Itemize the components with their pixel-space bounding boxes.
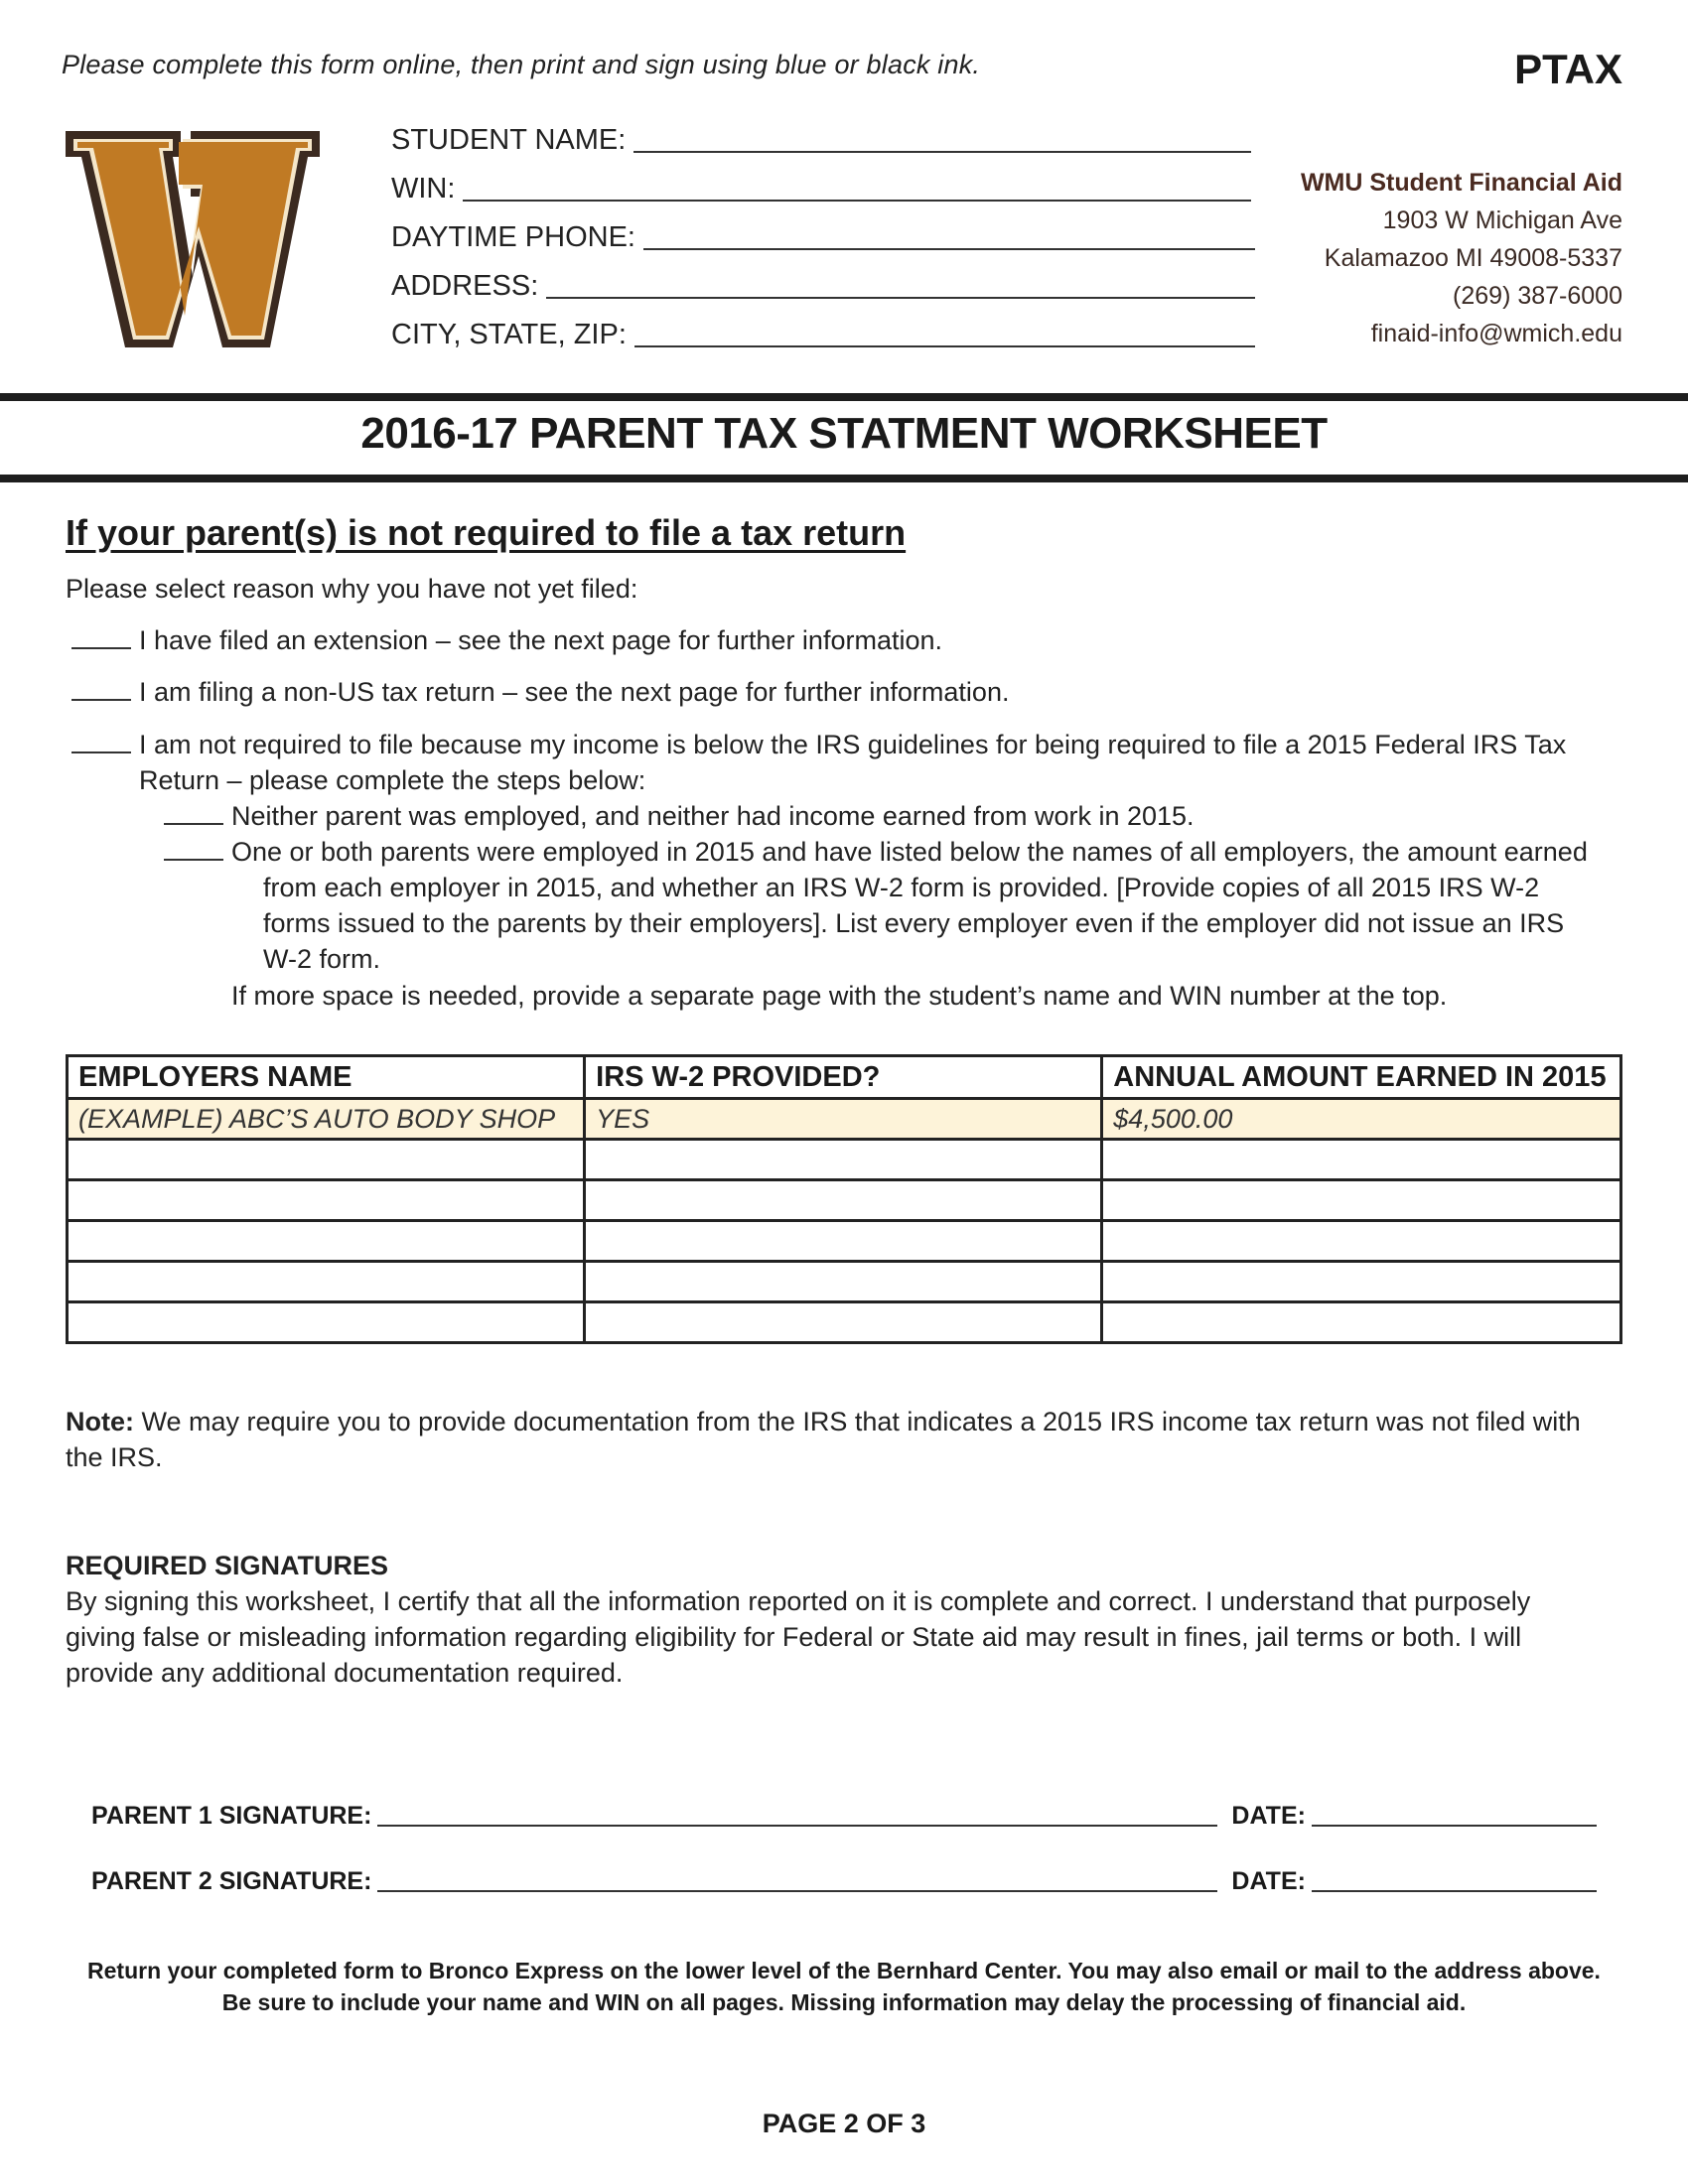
contact-city: Kalamazoo MI 49008-5337 (1324, 244, 1622, 272)
certification-line2: giving false or misleading information regarding eligibility for Federal or State aid may result in fines, jail terms or both. I will (66, 1622, 1522, 1652)
option-extension-text: I have filed an extension – see the next page for further information. (139, 625, 942, 655)
employers-table (66, 1054, 1622, 1344)
parent1-date-label: DATE: (1231, 1802, 1306, 1830)
contact-block (1301, 169, 1622, 357)
parent2-signature-label: PARENT 2 SIGNATURE: (91, 1867, 372, 1895)
suboption-employed-checkbox-line[interactable] (164, 859, 223, 861)
cell-amount[interactable] (1102, 1221, 1621, 1262)
return-instructions-line2: Be sure to include your name and WIN on all pages. Missing information may delay the processing of financial aid. (221, 1988, 1467, 2015)
option-non-us[interactable] (71, 675, 1009, 710)
option-non-us-checkbox-line[interactable] (71, 699, 131, 701)
table-row (68, 1262, 1621, 1302)
table-header-row (68, 1056, 1621, 1099)
win-input-line[interactable] (463, 200, 1251, 202)
student-name-input-line[interactable] (633, 151, 1251, 153)
daytime-phone-field[interactable] (391, 208, 1255, 252)
column-header-amount: ANNUAL AMOUNT EARNED IN 2015 (1102, 1056, 1621, 1099)
table-row-example (68, 1099, 1621, 1140)
suboption-no-employment-checkbox-line[interactable] (164, 823, 223, 825)
parent1-date-line[interactable] (1312, 1825, 1597, 1827)
wmu-logo-icon (62, 127, 324, 351)
cell-amount[interactable] (1102, 1180, 1621, 1221)
cell-w2[interactable] (585, 1302, 1102, 1343)
option-not-required-text: I am not required to file because my income is below the IRS guidelines for being required to file a 2015 Federal IRS Tax (139, 730, 1567, 759)
option-non-us-text: I am filing a non-US tax return – see the next page for further information. (139, 677, 1010, 707)
parent1-signature-row (91, 1789, 1597, 1829)
contact-email[interactable]: finaid-info@wmich.edu (1370, 320, 1622, 347)
return-instructions-line1: Return your completed form to Bronco Express on the lower level of the Bernhard Center. You may also email or mail to the address above. (87, 1958, 1601, 1983)
cell-amount: $4,500.00 (1102, 1099, 1621, 1140)
daytime-phone-label: DAYTIME PHONE: (391, 221, 635, 253)
cell-w2[interactable] (585, 1140, 1102, 1180)
suboption-employed-line4: W-2 form. (263, 944, 381, 974)
table-row (68, 1302, 1621, 1343)
suboption-employed[interactable] (164, 835, 1588, 870)
table-row (68, 1180, 1621, 1221)
cell-amount[interactable] (1102, 1262, 1621, 1302)
daytime-phone-input-line[interactable] (643, 248, 1255, 250)
cell-employer[interactable] (68, 1262, 585, 1302)
parent2-signature-line[interactable] (377, 1890, 1217, 1892)
city-state-zip-label: CITY, STATE, ZIP: (391, 319, 627, 350)
column-header-employer: EMPLOYERS NAME (68, 1056, 585, 1099)
section-heading: If your parent(s) is not required to file a tax return (66, 512, 907, 553)
cell-w2[interactable] (585, 1221, 1102, 1262)
option-not-required-checkbox-line[interactable] (71, 751, 131, 753)
note-label: Note: (66, 1407, 134, 1436)
suboption-employed-line2: from each employer in 2015, and whether an IRS W-2 form is provided. [Provide copies of all 2015 IRS W-2 (263, 873, 1540, 902)
suboption-no-employment[interactable] (164, 799, 1195, 834)
cell-employer: (EXAMPLE) ABC’S AUTO BODY SHOP (68, 1099, 585, 1140)
table-row (68, 1221, 1621, 1262)
parent2-date-label: DATE: (1231, 1867, 1306, 1895)
cell-amount[interactable] (1102, 1140, 1621, 1180)
certification-line1: By signing this worksheet, I certify that all the information reported on it is complete and correct. I understand that purposely (66, 1586, 1531, 1616)
contact-phone: (269) 387-6000 (1453, 282, 1622, 310)
cell-employer[interactable] (68, 1302, 585, 1343)
page-number: PAGE 2 OF 3 (762, 2109, 926, 2138)
option-not-required[interactable] (71, 728, 1566, 762)
address-label: ADDRESS: (391, 270, 539, 302)
cell-w2[interactable] (585, 1180, 1102, 1221)
return-instructions (0, 1956, 1688, 2018)
form-instruction: Please complete this form online, then print and sign using blue or black ink. (62, 50, 981, 79)
page-title: 2016-17 PARENT TAX STATMENT WORKSHEET (360, 409, 1328, 458)
cell-w2[interactable] (585, 1262, 1102, 1302)
city-state-zip-field[interactable] (391, 306, 1255, 349)
student-name-field[interactable] (391, 111, 1251, 155)
note-text: We may require you to provide documentation from the IRS that indicates a 2015 IRS income tax return was not filed with (134, 1407, 1581, 1436)
more-space-note: If more space is needed, provide a separate page with the student’s name and WIN number at the top. (231, 981, 1448, 1011)
table-row (68, 1140, 1621, 1180)
student-name-label: STUDENT NAME: (391, 124, 627, 156)
cell-amount[interactable] (1102, 1302, 1621, 1343)
cell-employer[interactable] (68, 1221, 585, 1262)
contact-org: WMU Student Financial Aid (1300, 169, 1622, 197)
top-divider (0, 393, 1688, 401)
cell-w2: YES (585, 1099, 1102, 1140)
suboption-no-employment-text: Neither parent was employed, and neither had income earned from work in 2015. (231, 801, 1195, 831)
note-paragraph (66, 1405, 1581, 1439)
certification-line3: provide any additional documentation required. (66, 1658, 624, 1688)
parent2-date-line[interactable] (1312, 1890, 1597, 1892)
reason-prompt: Please select reason why you have not yet filed: (66, 574, 638, 604)
option-extension[interactable] (71, 623, 942, 658)
cell-employer[interactable] (68, 1140, 585, 1180)
suboption-employed-line3: forms issued to the parents by their employers]. List every employer even if the employer did not issue an IRS (263, 908, 1565, 938)
address-input-line[interactable] (546, 297, 1255, 299)
option-not-required-continuation: Return – please complete the steps below: (139, 765, 646, 795)
parent1-signature-label: PARENT 1 SIGNATURE: (91, 1802, 372, 1830)
win-field[interactable] (391, 160, 1251, 204)
contact-street: 1903 W Michigan Ave (1382, 206, 1622, 234)
note-text-line2: the IRS. (66, 1442, 163, 1472)
column-header-w2: IRS W-2 PROVIDED? (585, 1056, 1102, 1099)
parent2-signature-row (91, 1854, 1597, 1894)
option-extension-checkbox-line[interactable] (71, 647, 131, 649)
signatures-heading: REQUIRED SIGNATURES (66, 1551, 389, 1580)
suboption-employed-text: One or both parents were employed in 2015 and have listed below the names of all employers, the amount earned (231, 837, 1588, 867)
cell-employer[interactable] (68, 1180, 585, 1221)
bottom-divider (0, 475, 1688, 482)
parent1-signature-line[interactable] (377, 1825, 1217, 1827)
win-label: WIN: (391, 173, 456, 205)
address-field[interactable] (391, 257, 1255, 301)
city-state-zip-input-line[interactable] (634, 345, 1255, 347)
form-code: PTAX (1514, 46, 1622, 92)
